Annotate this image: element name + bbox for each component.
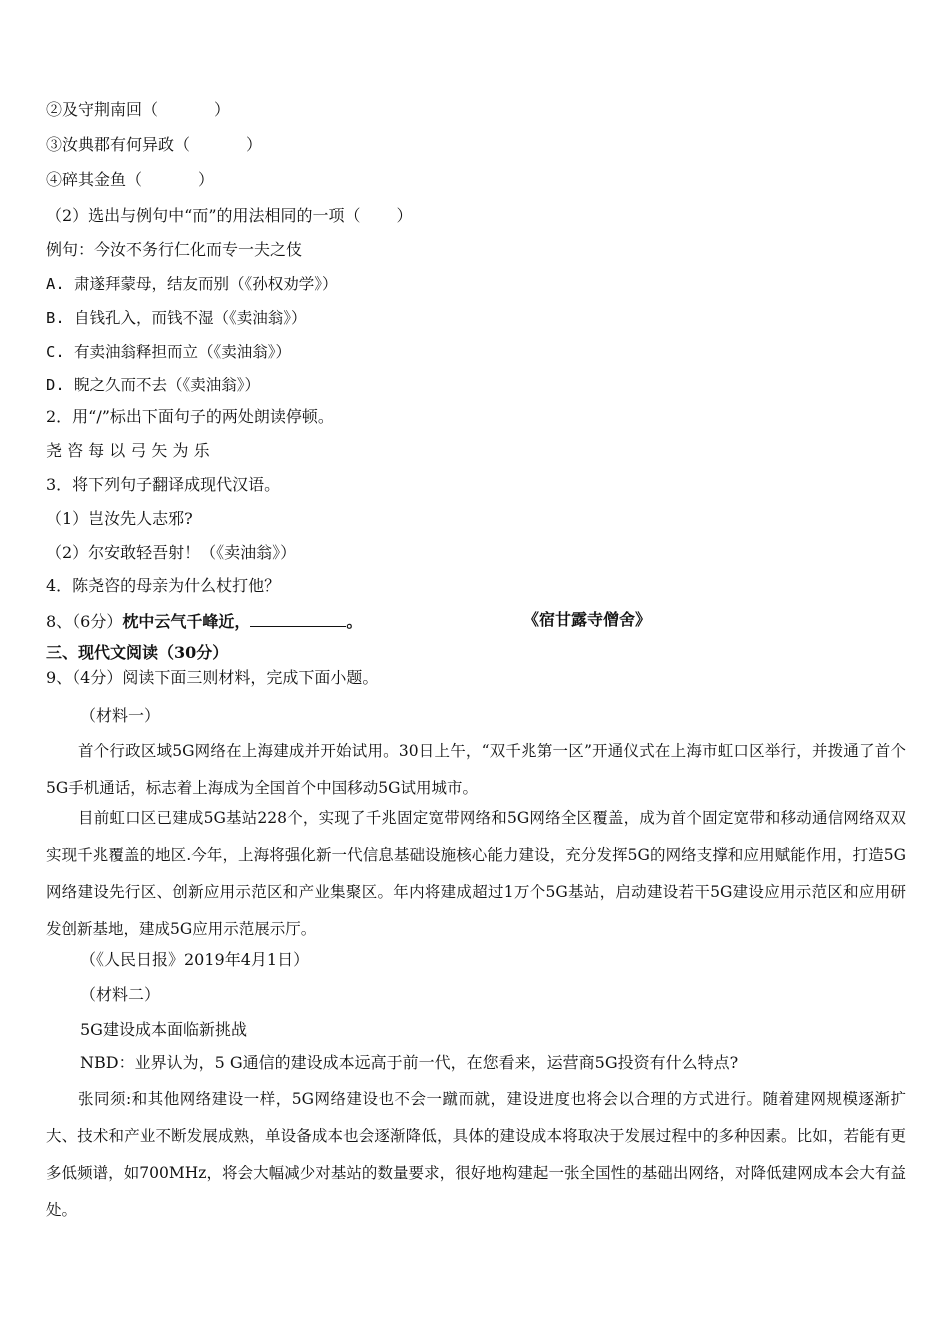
section-3-heading: 三、现代文阅读（30分） <box>46 643 229 662</box>
material-2-label: （材料二） <box>80 985 161 1004</box>
material-1-paragraph-2: 目前虹口区已建成5G基站228个，实现了千兆固定宽带网络和5G网络全区覆盖，成为首个固定宽带和移动通信网络双双实现千兆覆盖的地区.今年，上海将强化新一代信息基础设施核心能力建设，充分发挥5G的网络支撑和应用赋能作用，打造5G网络建设先行区、创新应用示范区和产业集聚区。年内将建成超过1万个5G基站，启动建设若干5G建设应用示范区和应用研发创新基地，建成5G应用示范展示厅。 <box>46 809 906 938</box>
question-3-item-2: （2）尔安敢轻吾射！（《卖油翁》） <box>46 543 297 562</box>
question-3: 3．将下列句子翻译成现代汉语。 <box>46 475 281 494</box>
option-a: A. 肃遂拜蒙母，结友而别（《孙权劝学》） <box>46 275 338 293</box>
material-1-source: （《人民日报》2019年4月1日） <box>80 950 310 969</box>
question-3-item-1: （1）岂汝先人志邪? <box>46 509 193 528</box>
question-8: 8、（6分）枕中云气千峰近， 。 <box>46 612 363 631</box>
option-c: C. 有卖油翁释担而立（《卖油翁》） <box>46 343 291 361</box>
q1-item-2: ②及守荆南回（ ） <box>46 100 231 119</box>
answer-blank[interactable] <box>250 610 346 627</box>
question-4: 4．陈尧咨的母亲为什么杖打他？ <box>46 576 281 595</box>
question-2-sentence: 尧 咨 每 以 弓 矢 为 乐 <box>46 441 210 460</box>
q1-item-3: ③汝典郡有何异政（ ） <box>46 135 263 154</box>
material-2-title: 5G建设成本面临新挑战 <box>80 1020 247 1039</box>
q1-item-4: ④碎其金鱼（ ） <box>46 170 215 189</box>
material-1-label: （材料一） <box>80 706 161 725</box>
option-b: B. 自钱孔入，而钱不湿（《卖油翁》） <box>46 309 307 327</box>
material-1-paragraph-1: 首个行政区域5G网络在上海建成并开始试用。30日上午，“双千兆第一区”开通仪式在上海市虹口区举行，并拨通了首个5G手机通话，标志着上海成为全国首个中国移动5G试用城市。 <box>46 742 906 797</box>
question-9: 9、（4分）阅读下面三则材料，完成下面小题。 <box>46 668 379 687</box>
material-2-question: NBD：业界认为，5 G通信的建设成本远高于前一代，在您看来，运营商5G投资有什么特点? <box>80 1053 739 1072</box>
option-d: D. 睨之久而不去（《卖油翁》） <box>46 376 260 394</box>
poem-source: 《宿甘露寺僧舍》 <box>523 610 652 629</box>
q1-part2-question: （2）选出与例句中“而”的用法相同的一项（ ） <box>46 206 413 225</box>
example-sentence: 例句：今汝不务行仁化而专一夫之伎 <box>46 240 303 259</box>
question-2: 2．用“/”标出下面句子的两处朗读停顿。 <box>46 407 334 426</box>
material-2-answer: 张同须:和其他网络建设一样，5G网络建设也不会一蹴而就，建设进度也将会以合理的方式进行。随着建网规模逐渐扩大、技术和产业不断发展成熟，单设备成本也会逐渐降低，具体的建设成本将取决于发展过程中的多种因素。比如，若能有更多低频谱，如700MHz，将会大幅减少对基站的数量要求，很好地构建起一张全国性的基础出网络，对降低建网成本会大有益处。 <box>46 1090 906 1219</box>
